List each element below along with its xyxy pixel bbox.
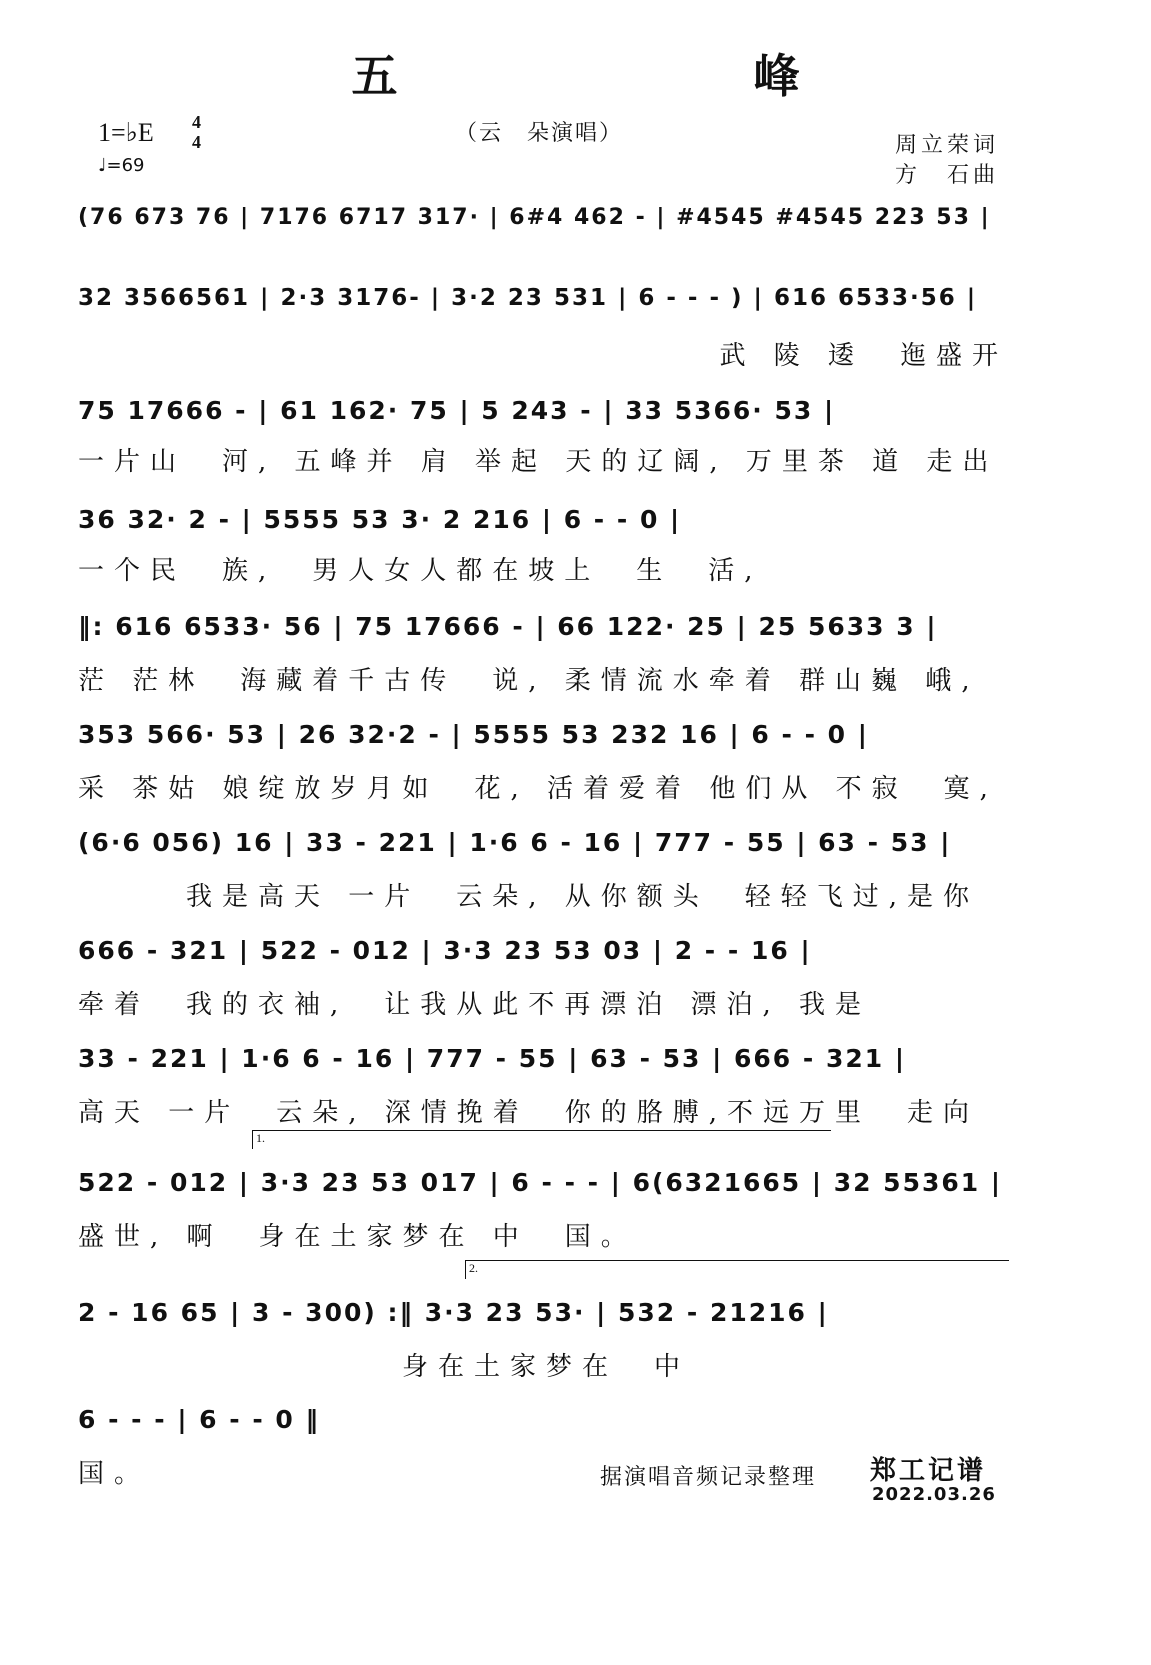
lyric: 一个民 族, 男人女人都在坡上 生 活, [78, 556, 763, 586]
key-signature: 1=♭E [98, 118, 154, 147]
notation: (76 673 76 | 7176 6717 317· | 6#4 462 - | #4545 #4545 223 53 | [78, 205, 991, 230]
lyric: 茫 茫林 海藏着千古传 说, 柔情流水牵着 群山巍 峨, [78, 666, 980, 696]
lyric: 身在土家梦在 中 [78, 1352, 691, 1382]
time-sig-denominator: 4 [192, 132, 201, 152]
time-signature [192, 112, 201, 152]
lyric: 一片山 河, 五峰并 肩 举起 天的辽阔, 万里茶 道 走出 [78, 447, 999, 477]
time-sig-numerator: 4 [192, 112, 201, 132]
lyric: 牵着 我的衣袖, 让我从此不再漂泊 漂泊, 我是 [78, 990, 872, 1020]
notation: 666 - 321 | 522 - 012 | 3·3 23 53 03 | 2 - - 16 | [78, 936, 812, 965]
notation: 32 3566561 | 2·3 3176- | 3·2 23 531 | 6 - - - ) | 616 6533·56 | [78, 285, 978, 311]
notation: ‖: 616 6533· 56 | 75 17666 - | 66 122· 25 | 25 5633 3 | [78, 612, 938, 641]
lyric: 高天 一片 云朵, 深情挽着 你的胳膊,不远万里 走向 [78, 1098, 980, 1128]
notation: 522 - 012 | 3·3 23 53 017 | 6 - - - | 6(6321665 | 32 55361 | [78, 1168, 1002, 1197]
transcription-date: 2022.03.26 [872, 1484, 996, 1505]
notation: 36 32· 2 - | 5555 53 3· 2 216 | 6 - - 0 | [78, 505, 682, 534]
composer-credit: 方 石曲 [895, 163, 1000, 188]
song-title: 五 峰 [351, 49, 970, 103]
notation: 75 17666 - | 61 162· 75 | 5 243 - | 33 5366· 53 | [78, 396, 836, 425]
lyricist-credit: 周立荣词 [895, 133, 1000, 158]
notation: 2 - 16 65 | 3 - 300) :‖ 3·3 23 53· | 532 - 21216 | [78, 1298, 829, 1327]
transcriber-signature: 郑工记谱 [870, 1456, 987, 1486]
lyric: 武 陵 逶 迤盛开 [719, 341, 1008, 371]
lyric: 我是高天 一片 云朵, 从你额头 轻轻飞过,是你 [78, 882, 980, 912]
singer-credit: （云 朵演唱） [455, 121, 624, 146]
notation: (6·6 056) 16 | 33 - 221 | 1·6 6 - 16 | 777 - 55 | 63 - 53 | [78, 828, 952, 857]
transcription-note: 据演唱音频记录整理 [600, 1465, 817, 1490]
notation: 353 566· 53 | 26 32·2 - | 5555 53 232 16 | 6 - - 0 | [78, 720, 869, 749]
tempo-marking: ♩=69 [98, 155, 145, 176]
notation: 33 - 221 | 1·6 6 - 16 | 777 - 55 | 63 - 53 | 666 - 321 | [78, 1044, 906, 1073]
lyric: 国。 [78, 1459, 151, 1489]
volta-1-bracket: 1. [252, 1130, 831, 1149]
lyric: 采 茶姑 娘绽放岁月如 花, 活着爱着 他们从 不寂 寞, [78, 774, 998, 804]
volta-2-bracket: 2. [465, 1260, 1009, 1279]
lyric: 盛世, 啊 身在土家梦在 中 国。 [78, 1222, 637, 1252]
notation: 6 - - - | 6 - - 0 ‖ [78, 1405, 321, 1434]
